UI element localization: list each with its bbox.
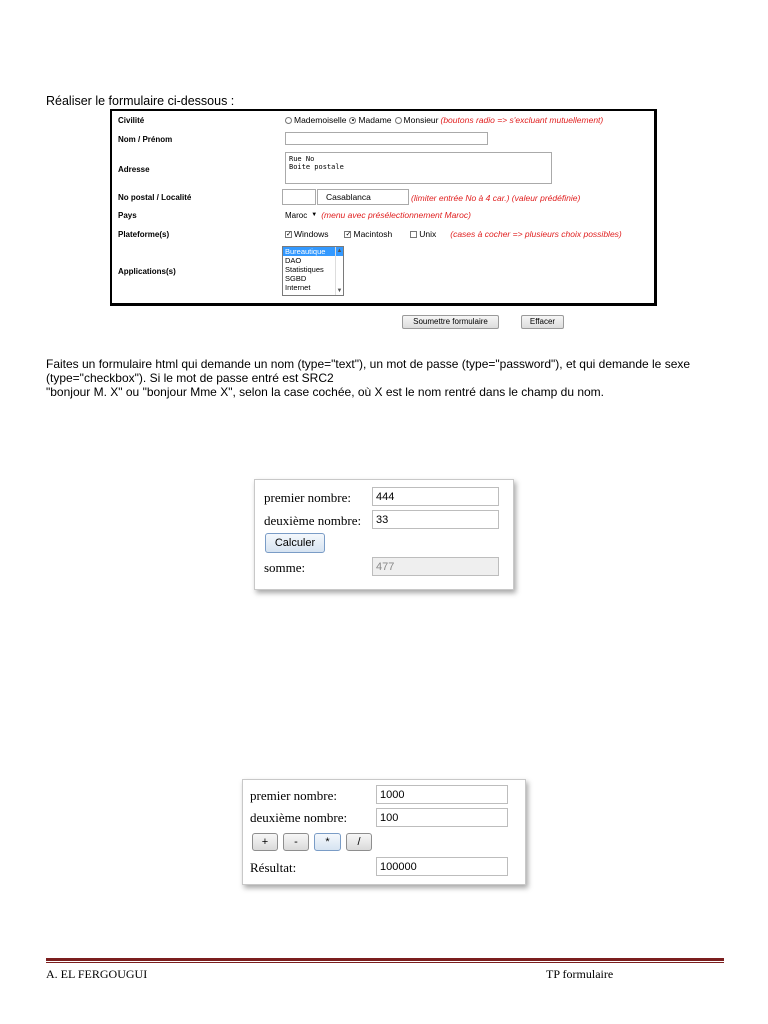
premier-label: premier nombre: [264,490,351,505]
applications-listbox[interactable] [282,246,344,296]
radio-mademoiselle[interactable] [285,117,292,124]
premier-input[interactable]: 444 [372,487,499,506]
pays-value: Maroc [285,210,308,220]
plateforme-note: (cases à cocher => plusieurs choix possibles) [450,229,622,239]
footer-rule [46,962,724,963]
intro-heading: Réaliser le formulaire ci-dessous : [46,94,235,108]
add-button[interactable]: + [252,833,278,851]
check-label: Unix [419,229,437,239]
applications-label: Applications(s) [118,267,176,276]
resultat-label: Résultat: [250,860,297,875]
somme-label: somme: [264,560,306,575]
chevron-up-icon: ▲ [336,248,343,254]
list-option[interactable]: SGBD [285,274,307,283]
nom-label: Nom / Prénom [118,135,173,144]
reset-button[interactable]: Effacer [521,315,564,329]
check-unix[interactable] [410,231,417,238]
premier-label: premier nombre: [250,788,337,803]
list-option[interactable]: DAO [285,256,302,265]
deuxieme-input[interactable]: 100 [376,808,508,827]
deuxieme-label: deuxième nombre: [250,810,348,825]
resultat-output: 100000 [376,857,508,876]
postal-label: No postal / Localité [118,193,192,202]
radio-label: Mademoiselle [294,115,347,125]
postal-code-input[interactable] [282,189,316,205]
postal-note: (limiter entrée No à 4 car.) (valeur prédéfinie) [411,193,581,203]
premier-input[interactable]: 1000 [376,785,508,804]
divide-button[interactable]: / [346,833,372,851]
civilite-note: (boutons radio => s'excluant mutuellement) [440,115,604,125]
pays-row [285,210,471,220]
civilite-row [285,115,603,125]
adresse-label: Adresse [118,165,150,174]
check-macintosh[interactable]: ✓ [345,230,352,238]
somme-output: 477 [372,557,499,576]
footer-author: A. EL FERGOUGUI [46,967,148,981]
listbox-scrollbar[interactable] [335,247,343,295]
deuxieme-input[interactable]: 33 [372,510,499,529]
list-option[interactable]: Bureautique [283,247,343,256]
footer-title: TP formulaire [546,967,614,981]
adresse-textarea[interactable]: Rue No Boite postale [285,152,552,184]
submit-form-button[interactable]: Soumettre formulaire [402,315,499,329]
plateforme-label: Plateforme(s) [118,230,170,239]
subtract-button[interactable]: - [283,833,309,851]
chevron-down-icon: ▼ [311,212,318,218]
check-label: Windows [294,229,329,239]
civilite-label: Civilité [118,116,145,125]
sample-form [110,109,657,306]
check-label: Macintosh [353,229,393,239]
radio-label: Madame [358,115,392,125]
check-windows[interactable]: ✓ [286,230,292,238]
chevron-down-icon: ▼ [336,288,343,294]
pays-select[interactable] [285,211,321,220]
footer-rule [46,958,724,961]
sum-calculator-panel [254,479,514,590]
multiply-button[interactable]: * [314,833,341,851]
pays-label: Pays [118,211,137,220]
localite-input[interactable]: Casablanca [317,189,409,205]
nom-input[interactable] [285,132,488,145]
exercise-paragraph [46,357,736,399]
radio-madame[interactable] [349,117,356,124]
paragraph-line: "bonjour M. X" ou "bonjour Mme X", selon la case cochée, où X est le nom rentré dans le champ du nom. [46,385,604,399]
list-option[interactable]: Internet [285,283,311,292]
calculer-button[interactable]: Calculer [265,533,325,553]
pays-note: (menu avec présélectionnement Maroc) [321,210,471,220]
deuxieme-label: deuxième nombre: [264,513,362,528]
radio-monsieur[interactable] [395,117,402,124]
operations-calculator-panel [242,779,526,885]
paragraph-line: Faites un formulaire html qui demande un nom (type="text"), un mot de passe (type="password"), et qui demande le sexe (type="checkbox"). Si le mot de passe entré est SRC2 [46,357,691,385]
plateforme-row [285,229,622,239]
radio-label: Monsieur [403,115,439,125]
list-option[interactable]: Statistiques [285,265,324,274]
